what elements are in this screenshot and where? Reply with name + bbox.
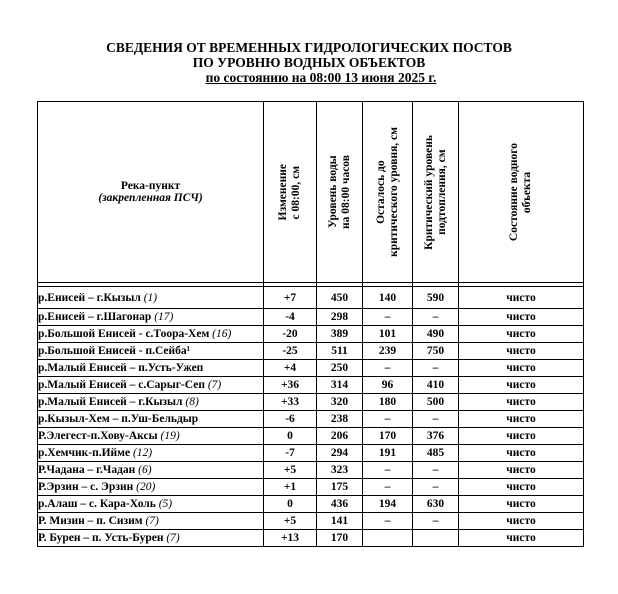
state-cell: чисто bbox=[459, 428, 584, 445]
remaining-cell: – bbox=[363, 462, 413, 479]
level-cell: 294 bbox=[317, 445, 363, 462]
psc-number: (17) bbox=[154, 311, 174, 323]
title-line-1: СВЕДЕНИЯ ОТ ВРЕМЕННЫХ ГИДРОЛОГИЧЕСКИХ ПОСТОВ bbox=[106, 40, 512, 55]
river-point-name: р.Хемчик-п.Ийме bbox=[38, 447, 131, 459]
table-row bbox=[38, 479, 584, 496]
state-cell: чисто bbox=[459, 479, 584, 496]
remaining-cell: 191 bbox=[363, 445, 413, 462]
psc-number: (7) bbox=[207, 379, 222, 391]
psc-number: (12) bbox=[132, 447, 153, 459]
critical-cell: – bbox=[413, 479, 459, 496]
change-cell: -6 bbox=[264, 411, 317, 428]
river-point bbox=[38, 462, 264, 479]
table-row bbox=[38, 462, 584, 479]
river-point-name: р.Кызыл-Хем – п.Уш-Бельдыр bbox=[38, 413, 199, 425]
state-cell: чисто bbox=[459, 309, 584, 326]
critical-cell: 590 bbox=[413, 287, 459, 309]
river-point-name: р.Малый Енисей – г.Кызыл bbox=[38, 396, 183, 408]
critical-cell: 630 bbox=[413, 496, 459, 513]
river-point bbox=[38, 287, 264, 309]
level-cell: 238 bbox=[317, 411, 363, 428]
river-point-name: р.Большой Енисей - п.Сейба¹ bbox=[38, 345, 191, 357]
header-remaining: Осталось до критического уровня, см bbox=[363, 102, 413, 283]
critical-cell: – bbox=[413, 411, 459, 428]
header-river bbox=[38, 102, 264, 283]
level-cell: 141 bbox=[317, 513, 363, 530]
psc-number: (1) bbox=[143, 291, 158, 304]
change-cell: -4 bbox=[264, 309, 317, 326]
state-cell: чисто bbox=[459, 530, 584, 547]
river-point-name: р.Малый Енисей – п.Усть-Ужеп bbox=[38, 362, 204, 374]
report-date: по состоянию на 08:00 13 июня 2025 г. bbox=[205, 70, 437, 85]
river-point bbox=[38, 428, 264, 445]
river-point-name: р.Енисей – г.Шагонар bbox=[38, 311, 152, 323]
change-cell: -7 bbox=[264, 445, 317, 462]
critical-cell: – bbox=[413, 462, 459, 479]
river-point-name: Р. Бурен – п. Усть-Бурен bbox=[38, 532, 164, 544]
level-cell: 170 bbox=[317, 530, 363, 547]
river-point bbox=[38, 394, 264, 411]
remaining-cell: – bbox=[363, 479, 413, 496]
river-point-name: Р.Чадана – г.Чадан bbox=[38, 464, 136, 476]
header-level: Уровень воды на 08:00 часов bbox=[317, 102, 363, 283]
report-title bbox=[0, 40, 618, 85]
critical-cell: 376 bbox=[413, 428, 459, 445]
remaining-cell bbox=[363, 530, 413, 547]
remaining-cell: – bbox=[363, 513, 413, 530]
level-cell: 450 bbox=[317, 287, 363, 309]
table-row bbox=[38, 445, 584, 462]
state-cell: чисто bbox=[459, 445, 584, 462]
critical-cell: 500 bbox=[413, 394, 459, 411]
table-row bbox=[38, 530, 584, 547]
critical-cell: 410 bbox=[413, 377, 459, 394]
psc-number: (8) bbox=[185, 396, 199, 408]
river-point bbox=[38, 479, 264, 496]
level-cell: 389 bbox=[317, 326, 363, 343]
critical-cell: 485 bbox=[413, 445, 459, 462]
level-cell: 436 bbox=[317, 496, 363, 513]
critical-cell: – bbox=[413, 309, 459, 326]
critical-cell: – bbox=[413, 513, 459, 530]
critical-cell bbox=[413, 530, 459, 547]
state-cell: чисто bbox=[459, 462, 584, 479]
river-point bbox=[38, 360, 264, 377]
remaining-cell: 96 bbox=[363, 377, 413, 394]
psc-number: (7) bbox=[166, 532, 180, 544]
level-cell: 323 bbox=[317, 462, 363, 479]
remaining-cell: 239 bbox=[363, 343, 413, 360]
remaining-cell: – bbox=[363, 309, 413, 326]
level-cell: 250 bbox=[317, 360, 363, 377]
table-row bbox=[38, 377, 584, 394]
level-cell: 320 bbox=[317, 394, 363, 411]
remaining-cell: 180 bbox=[363, 394, 413, 411]
table-row bbox=[38, 513, 584, 530]
river-point-name: р.Енисей – г.Кызыл bbox=[38, 291, 141, 304]
river-point bbox=[38, 326, 264, 343]
level-cell: 298 bbox=[317, 309, 363, 326]
river-point bbox=[38, 377, 264, 394]
change-cell: +36 bbox=[264, 377, 317, 394]
change-cell: +13 bbox=[264, 530, 317, 547]
river-point-name: Р.Эрзин – с. Эрзин bbox=[38, 481, 134, 493]
level-cell: 511 bbox=[317, 343, 363, 360]
river-point-name: р.Большой Енисей - с.Тоора-Хем bbox=[38, 328, 210, 340]
table-row bbox=[38, 343, 584, 360]
river-point-name: р.Малый Енисей – с.Сарыг-Сеп bbox=[38, 379, 205, 391]
change-cell: 0 bbox=[264, 428, 317, 445]
change-cell: +5 bbox=[264, 513, 317, 530]
psc-number: (20) bbox=[136, 481, 156, 493]
remaining-cell: 140 bbox=[363, 287, 413, 309]
state-cell: чисто bbox=[459, 360, 584, 377]
remaining-cell: 194 bbox=[363, 496, 413, 513]
change-cell: +5 bbox=[264, 462, 317, 479]
critical-cell: 490 bbox=[413, 326, 459, 343]
level-cell: 175 bbox=[317, 479, 363, 496]
title-line-2: ПО УРОВНЮ ВОДНЫХ ОБЪЕКТОВ bbox=[192, 55, 426, 70]
level-cell: 314 bbox=[317, 377, 363, 394]
state-cell: чисто bbox=[459, 287, 584, 309]
state-cell: чисто bbox=[459, 496, 584, 513]
change-cell: -20 bbox=[264, 326, 317, 343]
critical-cell: – bbox=[413, 360, 459, 377]
change-cell: -25 bbox=[264, 343, 317, 360]
change-cell: +7 bbox=[264, 287, 317, 309]
table-body bbox=[38, 287, 584, 547]
table-row bbox=[38, 326, 584, 343]
state-cell: чисто bbox=[459, 377, 584, 394]
table-row bbox=[38, 411, 584, 428]
psc-number: (6) bbox=[138, 464, 152, 476]
remaining-cell: – bbox=[363, 360, 413, 377]
remaining-cell: 170 bbox=[363, 428, 413, 445]
state-cell: чисто bbox=[459, 326, 584, 343]
remaining-cell: 101 bbox=[363, 326, 413, 343]
river-point bbox=[38, 411, 264, 428]
header-critical: Критический уровень подтопления, см bbox=[413, 102, 459, 283]
state-cell: чисто bbox=[459, 394, 584, 411]
river-point bbox=[38, 343, 264, 360]
header-river-label: Река-пункт bbox=[120, 180, 181, 192]
table-row bbox=[38, 287, 584, 309]
table-header-row bbox=[38, 102, 584, 283]
river-point bbox=[38, 445, 264, 462]
critical-cell: 750 bbox=[413, 343, 459, 360]
remaining-cell: – bbox=[363, 411, 413, 428]
psc-number: (7) bbox=[145, 515, 159, 527]
river-point-name: Р.Элегест-п.Хову-Аксы bbox=[38, 430, 158, 442]
table-row bbox=[38, 309, 584, 326]
river-point bbox=[38, 513, 264, 530]
state-cell: чисто bbox=[459, 513, 584, 530]
river-point bbox=[38, 530, 264, 547]
change-cell: 0 bbox=[264, 496, 317, 513]
state-cell: чисто bbox=[459, 411, 584, 428]
header-river-sublabel: (закрепленная ПСЧ) bbox=[98, 192, 203, 204]
psc-number: (19) bbox=[160, 430, 180, 442]
change-cell: +1 bbox=[264, 479, 317, 496]
river-point bbox=[38, 496, 264, 513]
river-point bbox=[38, 309, 264, 326]
change-cell: +33 bbox=[264, 394, 317, 411]
psc-number: (5) bbox=[158, 498, 173, 510]
header-change: Изменение с 08:00, см bbox=[264, 102, 317, 283]
river-point-name: Р. Мизин – п. Сизим bbox=[38, 515, 143, 527]
header-state: Состояние водного объекта bbox=[459, 102, 584, 283]
psc-number: (16) bbox=[212, 328, 232, 340]
table-row bbox=[38, 360, 584, 377]
hydro-table bbox=[37, 101, 584, 547]
river-point-name: р.Алаш – с. Кара-Холь bbox=[38, 498, 156, 510]
level-cell: 206 bbox=[317, 428, 363, 445]
table-row bbox=[38, 428, 584, 445]
change-cell: +4 bbox=[264, 360, 317, 377]
state-cell: чисто bbox=[459, 343, 584, 360]
table-row bbox=[38, 496, 584, 513]
table-row bbox=[38, 394, 584, 411]
